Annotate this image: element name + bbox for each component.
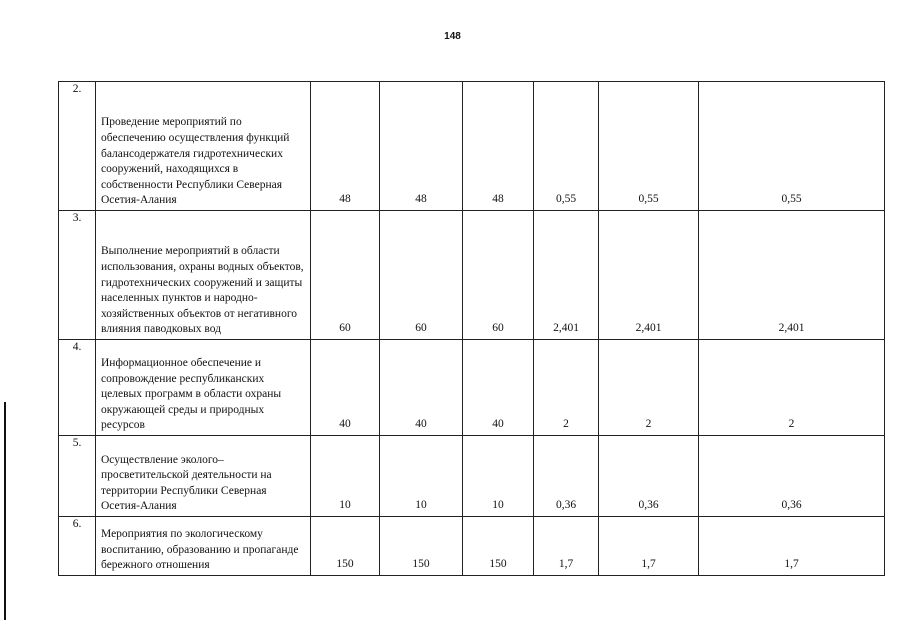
value-cell: 0,55	[699, 82, 885, 211]
value-cell: 40	[380, 340, 463, 436]
row-number: 4.	[59, 340, 96, 436]
value-cell: 40	[463, 340, 534, 436]
table-row	[59, 340, 885, 436]
table-row	[59, 436, 885, 517]
value-cell: 0,55	[599, 82, 699, 211]
value-cell: 60	[380, 211, 463, 340]
value-cell: 48	[380, 82, 463, 211]
row-description: Проведение мероприятий по обеспечению осуществления функций балансодержателя гидротехнических сооружений, находящихся в собственности Республики Северная Осетия-Алания	[96, 82, 311, 211]
row-description: Выполнение мероприятий в области использования, охраны водных объектов, гидротехнических сооружений и защиты населенных пунктов и народно-хозяйственных объектов от негативного влияния паводковых вод	[96, 211, 311, 340]
row-description: Информационное обеспечение и сопровождение республиканских целевых программ в области охраны окружающей среды и природных ресурсов	[96, 340, 311, 436]
row-description: Осуществление эколого–просветительской деятельности на территории Республики Северная Осетия-Алания	[96, 436, 311, 517]
value-cell: 0,36	[699, 436, 885, 517]
table-row	[59, 517, 885, 576]
value-cell: 48	[463, 82, 534, 211]
value-cell: 1,7	[534, 517, 599, 576]
value-cell: 2	[599, 340, 699, 436]
value-cell: 0,36	[534, 436, 599, 517]
row-number: 5.	[59, 436, 96, 517]
row-number: 2.	[59, 82, 96, 211]
row-number: 3.	[59, 211, 96, 340]
table-row	[59, 211, 885, 340]
program-measures-table	[58, 81, 885, 576]
value-cell: 2,401	[599, 211, 699, 340]
value-cell: 2	[534, 340, 599, 436]
value-cell: 40	[311, 340, 380, 436]
value-cell: 10	[463, 436, 534, 517]
table-row	[59, 82, 885, 211]
value-cell: 150	[311, 517, 380, 576]
value-cell: 150	[463, 517, 534, 576]
value-cell: 150	[380, 517, 463, 576]
value-cell: 60	[463, 211, 534, 340]
value-cell: 48	[311, 82, 380, 211]
row-number: 6.	[59, 517, 96, 576]
value-cell: 10	[380, 436, 463, 517]
value-cell: 60	[311, 211, 380, 340]
scan-margin-line	[4, 402, 6, 620]
value-cell: 10	[311, 436, 380, 517]
value-cell: 2,401	[534, 211, 599, 340]
value-cell: 0,36	[599, 436, 699, 517]
value-cell: 2,401	[699, 211, 885, 340]
value-cell: 0,55	[534, 82, 599, 211]
value-cell: 1,7	[599, 517, 699, 576]
row-description: Мероприятия по экологическому воспитанию, образованию и пропаганде бережного отношения	[96, 517, 311, 576]
value-cell: 2	[699, 340, 885, 436]
page-number: 148	[444, 31, 461, 42]
value-cell: 1,7	[699, 517, 885, 576]
